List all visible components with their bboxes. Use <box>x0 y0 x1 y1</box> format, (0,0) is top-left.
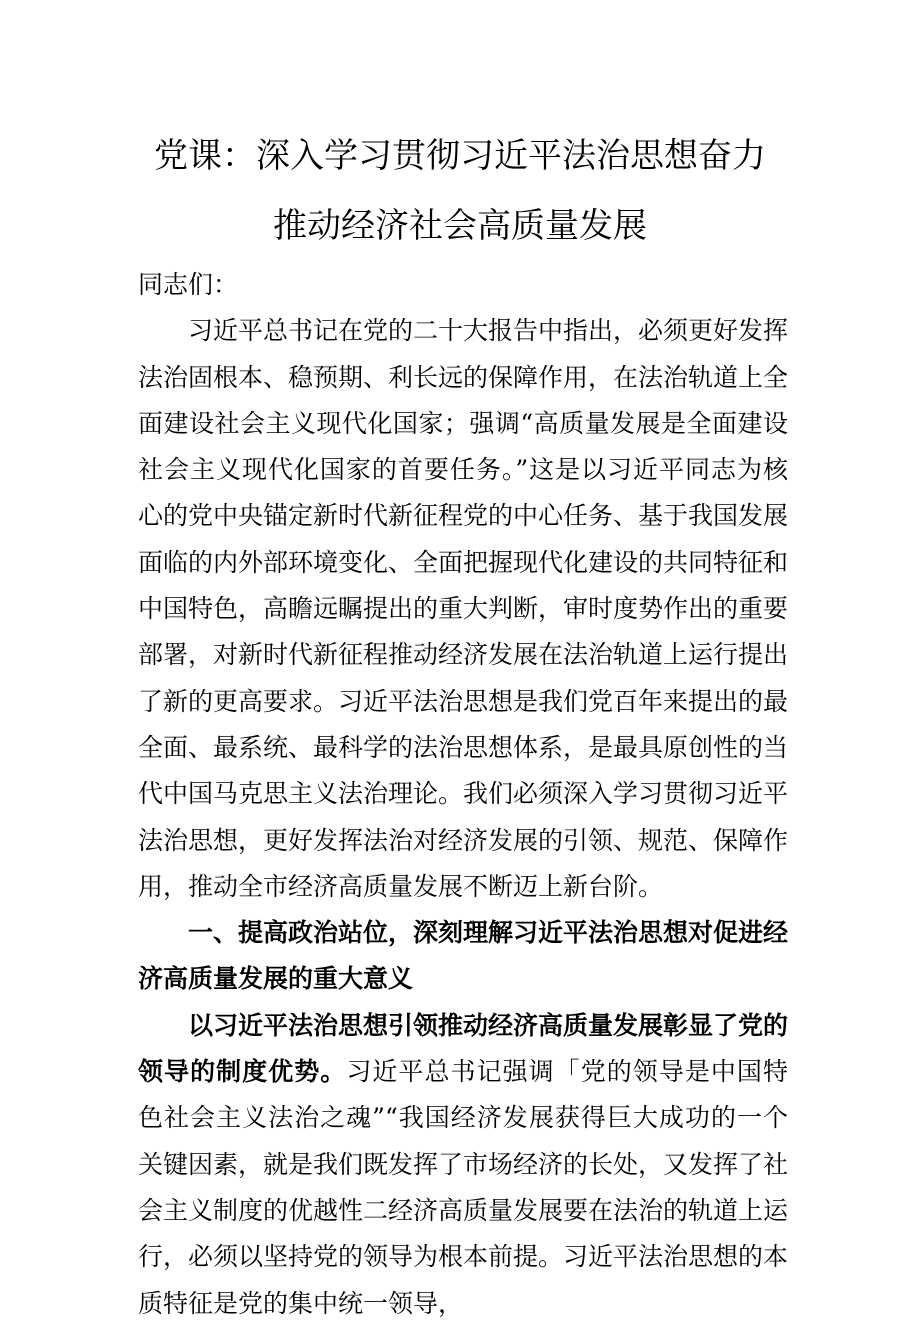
paragraph-intro: 习近平总书记在党的二十大报告中指出，必须更好发挥法治固根本、稳预期、利长远的保障作用，在法治轨道上全面建设社会主义现代化国家；强调“高质量发展是全面建设社会主义现代化国家的首要任务。”这是以习近平同志为核心的党中央锚定新时代新征程党的中心任务、基于我国发展面临的内外部环境变化、全面把握现代化建设的共同特征和中国特色，高瞻远瞩提出的重大判断，审时度势作出的重要部署，对新时代新征程推动经济发展在法治轨道上运行提出了新的更高要求。习近平法治思想是我们党百年来提出的最全面、最系统、最科学的法治思想体系，是最具原创性的当代中国马克思主义法治理论。我们必须深入学习贯彻习近平法治思想，更好发挥法治对经济发展的引领、规范、保障作用，推动全市经济高质量发展不断迈上新台阶。 <box>138 316 789 901</box>
paragraph-lead-sentence: 以习近平法治思想引领推动经济高质量发展彰显了党的领导的制度优势。 <box>138 1010 789 1087</box>
document-body <box>138 262 788 1327</box>
paragraph-body-text: 习近平总书记强调「党的领导是中国特色社会主义法治之魂”“我国经济发展获得巨大成功的一个关键因素，就是我们既发挥了市场经济的长处，又发挥了社会主义制度的优越性二经济高质量发展要在法治的轨道上运行，必须以坚持党的领导为根本前提。习近平法治思想的本质特征是党的集中统一领导， <box>138 1057 789 1318</box>
document-title-line-2: 推动经济社会高质量发展 <box>273 206 647 246</box>
salutation: 同志们： <box>138 270 239 299</box>
document-title-line-1: 党课：深入学习贯彻习近平法治思想奋力 <box>154 136 766 176</box>
paragraph-section-1 <box>138 1003 788 1327</box>
section-heading-1: 一、提高政治站位，深刻理解习近平法治思想对促进经济高质量发展的重大意义 <box>138 918 789 994</box>
